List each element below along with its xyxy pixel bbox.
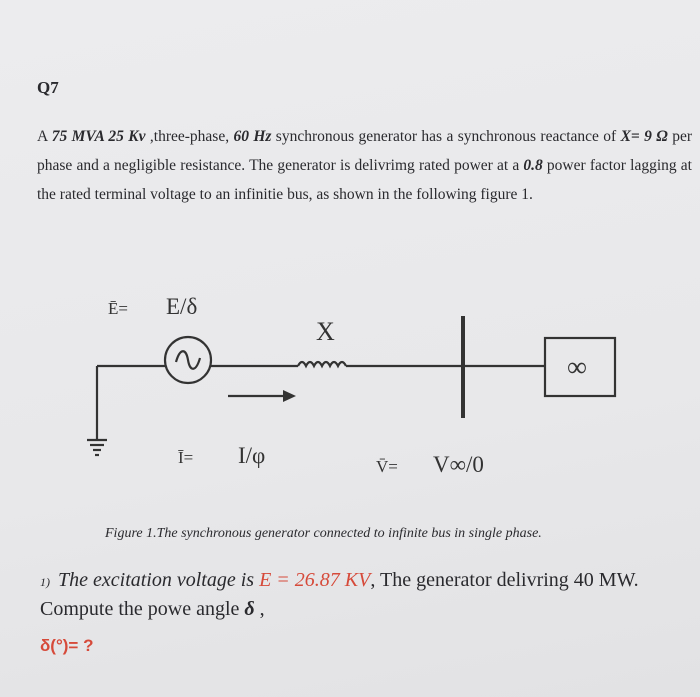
sine-icon	[176, 351, 200, 369]
generator-rating: 75 MVA 25 Kv	[51, 128, 146, 145]
figure-caption: Figure 1.The synchronous generator connected to infinite bus in single phase.	[105, 526, 542, 541]
excitation-voltage: E = 26.87 KV	[259, 569, 371, 591]
problem-statement	[37, 122, 692, 209]
current-value: I/φ	[238, 443, 266, 468]
reactance-coil	[298, 362, 346, 366]
infinity-icon: ∞	[567, 352, 587, 383]
e-value: E/δ	[166, 294, 198, 319]
circuit-diagram	[0, 270, 700, 520]
arrow-head-icon	[283, 390, 296, 402]
task-text: ,	[254, 598, 265, 620]
task-number: 1)	[40, 575, 50, 589]
problem-text: A	[37, 128, 52, 145]
problem-text: synchronous generator has a synchronous reactance of	[271, 128, 621, 145]
problem-text: power factor lagging at the rated terminal voltage to an infinitie bus, as shown in the following figure 1.	[37, 157, 692, 203]
task-question	[40, 567, 680, 623]
problem-text: ,three-phase,	[145, 128, 234, 145]
reactance-value: X= 9 Ω	[620, 128, 668, 145]
task-text: , The generator delivring 40 MW. Compute the powe angle	[40, 569, 639, 620]
delta-symbol: δ	[244, 598, 255, 620]
power-factor: 0.8	[523, 157, 543, 174]
reactance-label: X	[316, 317, 335, 346]
e-label: Ē=	[108, 299, 128, 318]
current-label: Ī=	[178, 448, 194, 467]
problem-text: per phase and a negligible resistance. The generator is delivrimg rated power at a	[37, 128, 692, 174]
voltage-label: V̄=	[376, 457, 398, 476]
answer-prompt: δ(°)= ?	[40, 636, 94, 655]
voltage-value: V∞/0	[433, 452, 484, 477]
question-number: Q7	[37, 78, 59, 97]
ground-icon	[87, 440, 107, 455]
frequency: 60 Hz	[233, 128, 272, 145]
task-text: The excitation voltage is	[58, 569, 260, 591]
